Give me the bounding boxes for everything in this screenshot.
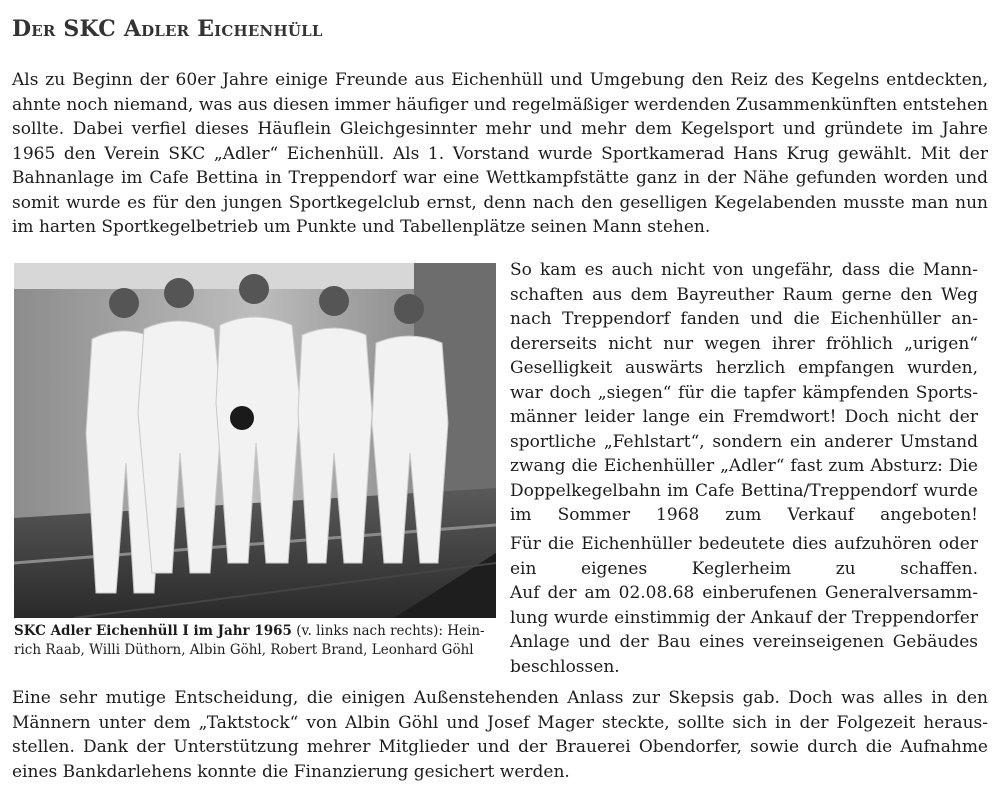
side-paragraph-2: Für die Eichenhüller bedeutete dies aufzuhören oder ein eigenes Keglerheim zu schaffen. — [510, 534, 978, 579]
article-title: Der SKC Adler Eichenhüll — [12, 16, 323, 42]
photo-caption — [14, 622, 498, 659]
intro-paragraph: Als zu Beginn der 60er Jahre einige Freunde aus Eichenhüll und Umgebung den Reiz des Kegelns entdeckten, ahnte noch niemand, was aus diesen immer häufiger und regelmäßiger werdenden Zusammenkünften entstehen sollte. Dabei verfiel dieses Häuflein Gleichgesinnter mehr und mehr dem Kegelsport und gründete im Jahre 1965 den Verein SKC „Adler“ Eichenhüll. Als 1. Vorstand wurde Sportkamerad Hans Krug gewählt. Mit der Bahnanlage im Cafe Bettina in Treppendorf war eine Wettkampfstätte ganz in der Nähe gefunden worden und somit wurde es für den jungen Sportkegelclub ernst, denn nach den geselligen Kegelabenden musste man nun im harten Sportkegelbetrieb um Punkte und Tabellenplätze seinen Mann stehen. — [12, 70, 988, 237]
closing-paragraph: Eine sehr mutige Entscheidung, die einigen Außenstehenden Anlass zur Skepsis gab. Doch was alles in den Männern unter dem „Taktstock“ von Albin Göhl und Josef Mager steckte, sollte sich in der Folgezeit herausstellen. Dank der Unterstützung mehrer Mitglieder und der Brauerei Obendorfer, sowie durch die Aufnahme eines Bankdarlehens konnte die Finanzierung gesichert werden. — [12, 688, 988, 782]
side-paragraph-3: Auf der am 02.08.68 einberufenen Generalversammlung wurde einstimmig der Ankauf der Treppendorfer Anlage und der Bau eines vereinseigenen Gebäudes beschlossen. — [510, 583, 978, 677]
caption-title: SKC Adler Eichenhüll I im Jahr 1965 — [14, 623, 292, 639]
side-paragraph-1: So kam es auch nicht von ungefähr, dass die Mannschaften aus dem Bayreuther Raum gerne den Weg nach Treppendorf fanden und die Eichenhüller andererseits nicht nur wegen ihrer fröhlich „urigen“ Geselligkeit auswärts herzlich empfangen wurden, war doch „siegen“ für die tapfer kämpfenden Sportsmänner leider lange ein Fremdwort! Doch nicht der sportliche „Fehlstart“, sondern ein anderer Umstand zwang die Eichenhüller „Adler“ fast zum Absturz: Die Doppelkegelbahn im Cafe Bettina/Treppendorf wurde im Sommer 1968 zum Verkauf angeboten! — [510, 260, 978, 525]
caption-names: (v. links nach rechts): Heinrich Raab, Willi Düthorn, Albin Göhl, Robert Brand, Leonhard Göhl — [14, 623, 485, 658]
team-photo — [14, 263, 496, 618]
